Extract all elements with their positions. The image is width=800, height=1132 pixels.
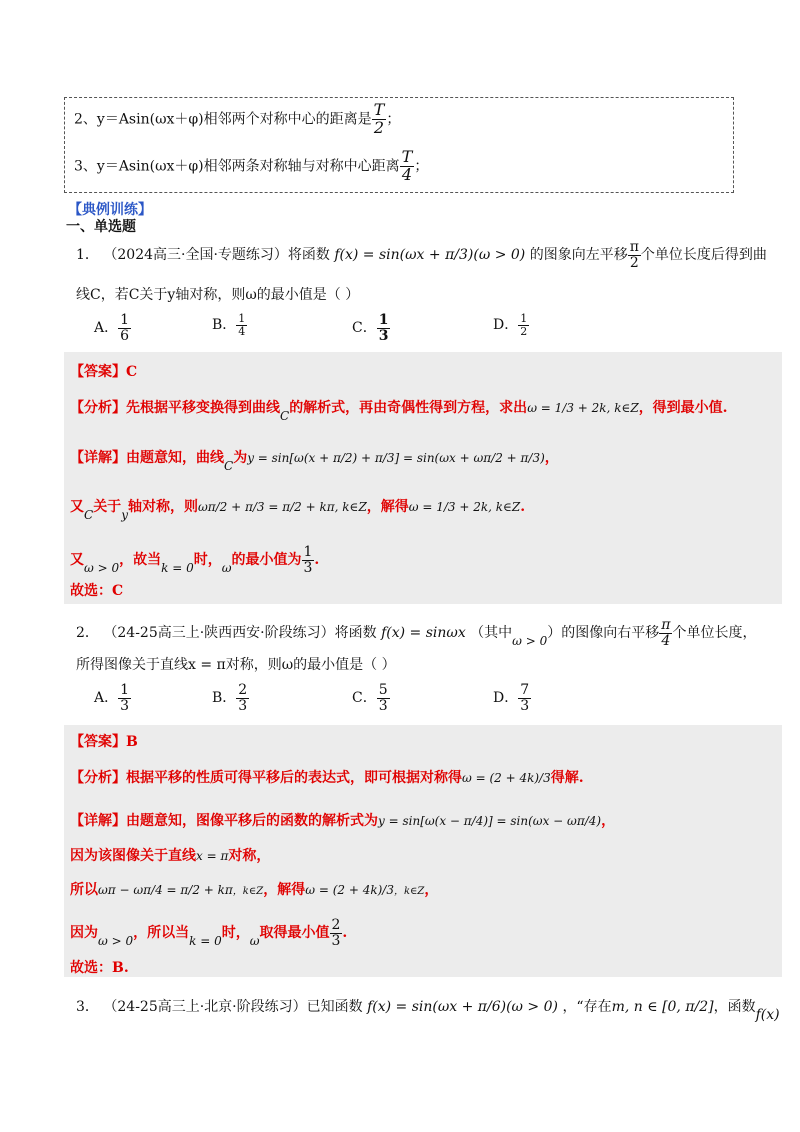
q2-option-b[interactable]: B． $\frac{2}{3}$ bbox=[212, 682, 248, 714]
summary-line-2-fraction: $\frac{T}{2}$ bbox=[373, 100, 385, 137]
q1-shift-fraction: $\frac{\pi}{2}$ bbox=[629, 239, 639, 271]
q1-option-b[interactable]: B． $\frac{1}{4}$ bbox=[212, 312, 246, 338]
q3-stem-line1: 3． （24-25高三上·北京·阶段练习）已知函数 f(x) = sin(ωx + π/6)(ω > 0) ，“存在m, n ∈ [0, π/2]，函数f(x) bbox=[76, 999, 780, 1023]
summary-line-2 bbox=[74, 102, 400, 137]
summary-line-3-tail: ； bbox=[414, 158, 429, 175]
q2-choice: 故选：B. bbox=[70, 960, 129, 976]
q1-number: 1． bbox=[76, 247, 99, 264]
q1-stem-line1 bbox=[76, 240, 767, 270]
q1-answer: 【答案】C bbox=[70, 364, 138, 380]
summary-line-2-tail: ； bbox=[386, 111, 401, 128]
q1-symmetry-line: 又C关于y轴对称，则ωπ/2 + π/3 = π/2 + kπ, k∈Z，解得ω = 1/3 + 2k, k∈Z. bbox=[70, 499, 526, 522]
q1-choice: 故选：C bbox=[70, 583, 124, 599]
q1-detail: 【详解】由题意知，曲线C为y = sin[ω(x + π/2) + π/3] = sin(ωx + ωπ/2 + π/3)， bbox=[70, 450, 559, 473]
q1-stem-line2: 线C，若C关于y轴对称，则ω的最小值是（ ） bbox=[76, 287, 360, 303]
summary-line-3 bbox=[74, 149, 428, 184]
q2-analysis: 【分析】根据平移的性质可得平移后的表达式，即可根据对称得ω = (2 + 4k)/3得解. bbox=[70, 770, 584, 786]
q2-stem-line1: 2． （24-25高三上·陕西西安·阶段练习）将函数 f(x) = sinωx （其中ω > 0）的图像向右平移 $\frac{\pi}{4}$ 个单位长度， bbox=[76, 617, 757, 649]
q1-option-d[interactable]: D． $\frac{1}{2}$ bbox=[493, 312, 528, 338]
q1-minimum-line: 又ω > 0，故当k = 0时，ω的最小值为 $\frac{1}{3}$ . bbox=[70, 544, 320, 576]
q2-option-a[interactable]: A． $\frac{1}{3}$ bbox=[94, 682, 130, 714]
q1-analysis: 【分析】先根据平移变换得到曲线C的解析式，再由奇偶性得到方程，求出ω = 1/3 + 2k, k∈Z，得到最小值. bbox=[70, 400, 728, 423]
q1-option-a[interactable]: A． $\frac{1}{6}$ bbox=[94, 312, 130, 344]
q1-source: （2024高三·全国·专题练习）将函数 bbox=[103, 247, 330, 264]
summary-line-3-fraction: $\frac{T}{4}$ bbox=[401, 147, 413, 184]
q2-detail: 【详解】由题意知，图像平移后的函数的解析式为y = sin[ω(x − π/4)] = sin(ωx − ωπ/4)， bbox=[70, 813, 616, 829]
section-title: 【典例训练】 bbox=[68, 202, 152, 218]
q2-minimum-line: 因为ω > 0，所以当k = 0时，ω取得最小值 $\frac{2}{3}$ . bbox=[70, 917, 348, 949]
summary-line-2-text: 2、y＝Asin(ωx＋φ)相邻两个对称中心的距离是 bbox=[74, 111, 372, 128]
q1-text-a: 的图象向左平移 bbox=[529, 247, 628, 264]
q1-option-c[interactable]: C． $\frac{1}{3}$ bbox=[352, 312, 389, 344]
q2-option-c[interactable]: C． $\frac{5}{3}$ bbox=[352, 682, 388, 714]
q2-solve-line: 所以ωπ − ωπ/4 = π/2 + kπ，k∈Z，解得ω = (2 + 4k)/3，k∈Z， bbox=[70, 882, 439, 898]
summary-line-3-text: 3、y＝Asin(ωx＋φ)相邻两条对称轴与对称中心距离 bbox=[74, 158, 400, 175]
q2-option-d[interactable]: D． $\frac{7}{3}$ bbox=[493, 682, 530, 714]
q2-answer: 【答案】B bbox=[70, 734, 138, 750]
q2-symmetry-line: 因为该图像关于直线x = π对称， bbox=[70, 848, 271, 864]
section-subtitle: 一、单选题 bbox=[66, 219, 136, 235]
q1-text-b: 个单位长度后得到曲 bbox=[640, 247, 767, 264]
q2-stem-line2: 所得图像关于直线x = π对称，则ω的最小值是（ ） bbox=[76, 657, 396, 673]
q1-function: f(x) = sin(ωx + π/3)(ω > 0) bbox=[334, 247, 526, 264]
